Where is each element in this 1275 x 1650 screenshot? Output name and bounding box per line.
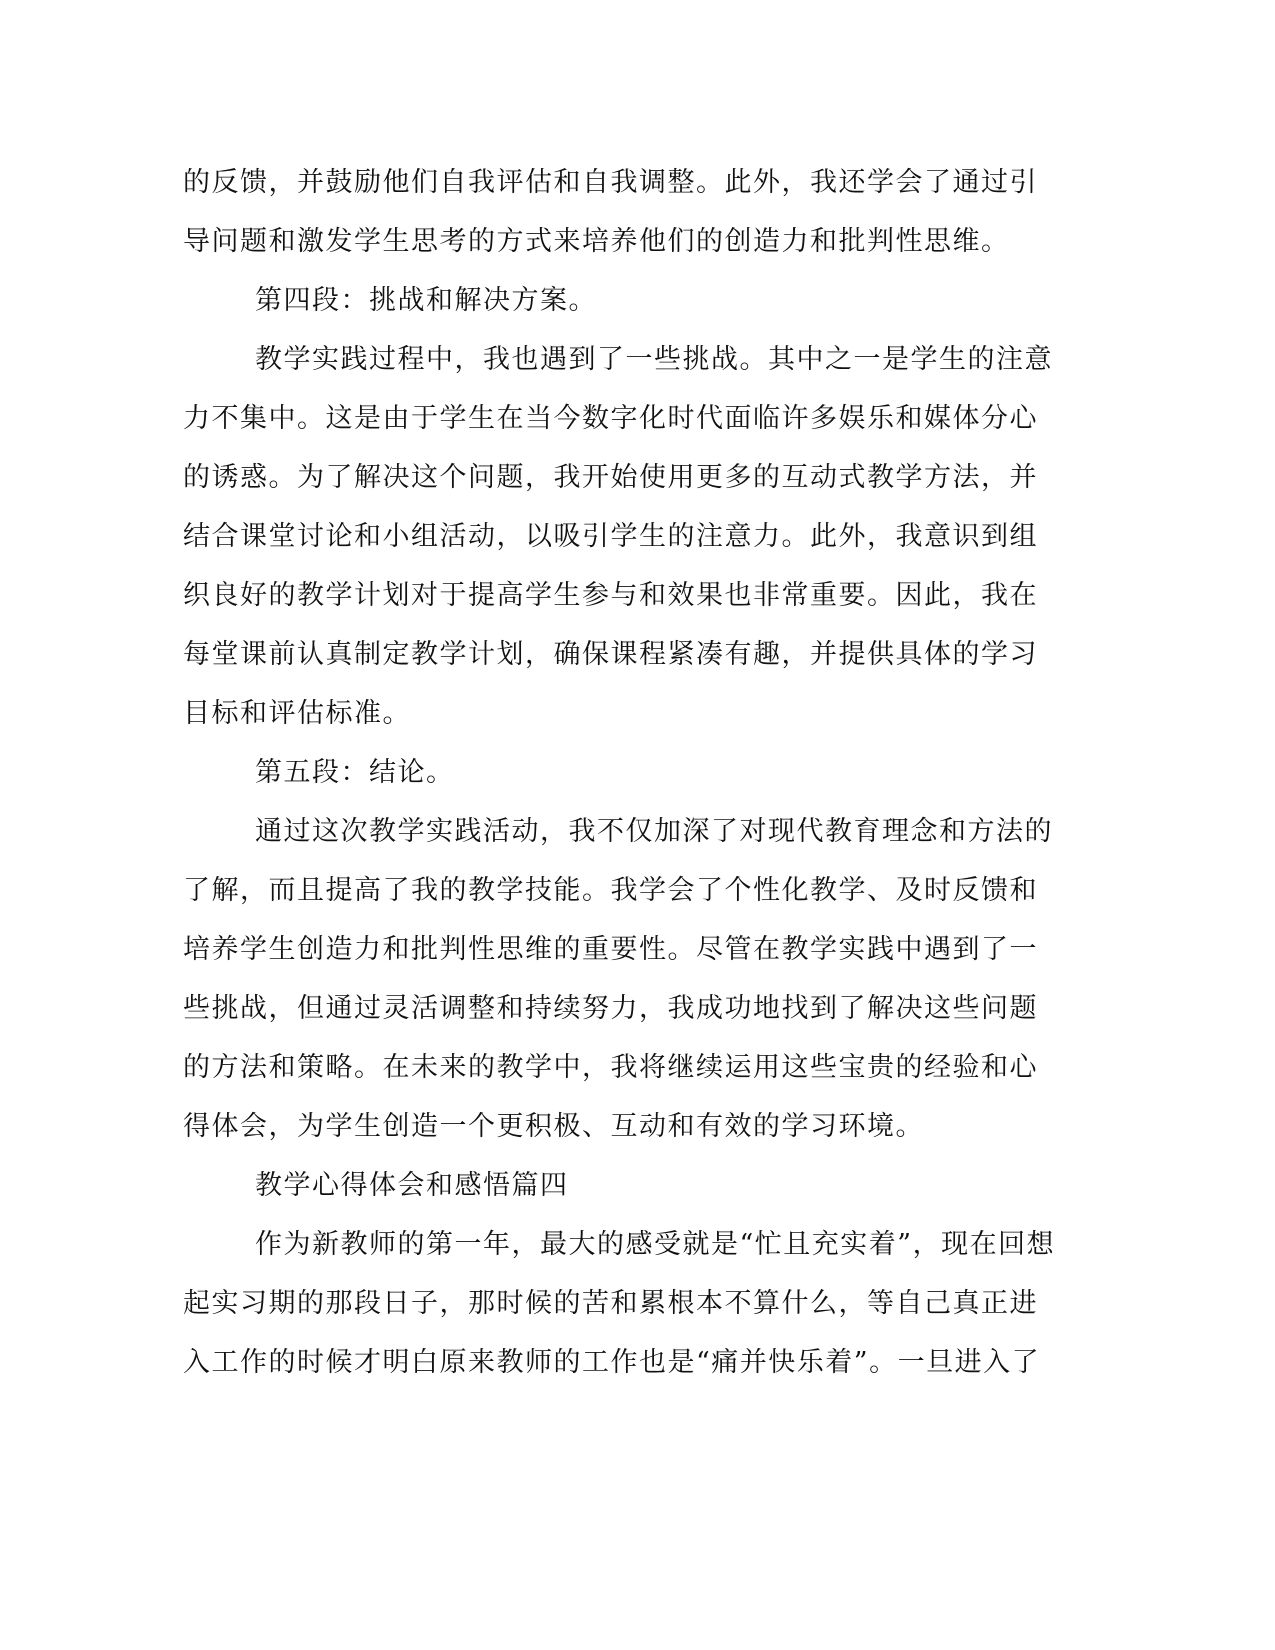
text-line: 目标和评估标准。 xyxy=(183,698,411,729)
text-line: 培养学生创造力和批判性思维的重要性。尽管在教学实践中遇到了一 xyxy=(183,934,1038,965)
section-heading: 第五段：结论。 xyxy=(255,757,455,788)
text-line: 了解，而且提高了我的教学技能。我学会了个性化教学、及时反馈和 xyxy=(183,875,1038,906)
text-line: 结合课堂讨论和小组活动，以吸引学生的注意力。此外，我意识到组 xyxy=(183,521,1038,552)
text-line: 的诱惑。为了解决这个问题，我开始使用更多的互动式教学方法，并 xyxy=(183,462,1038,493)
text-line: 的方法和策略。在未来的教学中，我将继续运用这些宝贵的经验和心 xyxy=(183,1052,1038,1083)
text-line: 起实习期的那段日子，那时候的苦和累根本不算什么，等自己真正进 xyxy=(183,1288,1038,1319)
text-line: 些挑战，但通过灵活调整和持续努力，我成功地找到了解决这些问题 xyxy=(183,993,1038,1024)
chapter-title: 教学心得体会和感悟篇四 xyxy=(255,1170,569,1201)
text-line: 通过这次教学实践活动，我不仅加深了对现代教育理念和方法的 xyxy=(255,816,1053,847)
text-line: 入工作的时候才明白原来教师的工作也是“痛并快乐着”。一旦进入了 xyxy=(183,1347,1041,1378)
text-line: 的反馈，并鼓励他们自我评估和自我调整。此外，我还学会了通过引 xyxy=(183,167,1038,198)
text-line: 教学实践过程中，我也遇到了一些挑战。其中之一是学生的注意 xyxy=(255,344,1053,375)
text-line: 导问题和激发学生思考的方式来培养他们的创造力和批判性思维。 xyxy=(183,226,1010,257)
text-line: 作为新教师的第一年，最大的感受就是“忙且充实着”，现在回想 xyxy=(255,1229,1056,1260)
document-body xyxy=(183,153,1056,1392)
text-line: 每堂课前认真制定教学计划，确保课程紧凑有趣，并提供具体的学习 xyxy=(183,639,1038,670)
text-line: 织良好的教学计划对于提高学生参与和效果也非常重要。因此，我在 xyxy=(183,580,1038,611)
section-heading: 第四段：挑战和解决方案。 xyxy=(255,285,597,316)
text-line: 得体会，为学生创造一个更积极、互动和有效的学习环境。 xyxy=(183,1111,924,1142)
text-line: 力不集中。这是由于学生在当今数字化时代面临许多娱乐和媒体分心 xyxy=(183,403,1038,434)
